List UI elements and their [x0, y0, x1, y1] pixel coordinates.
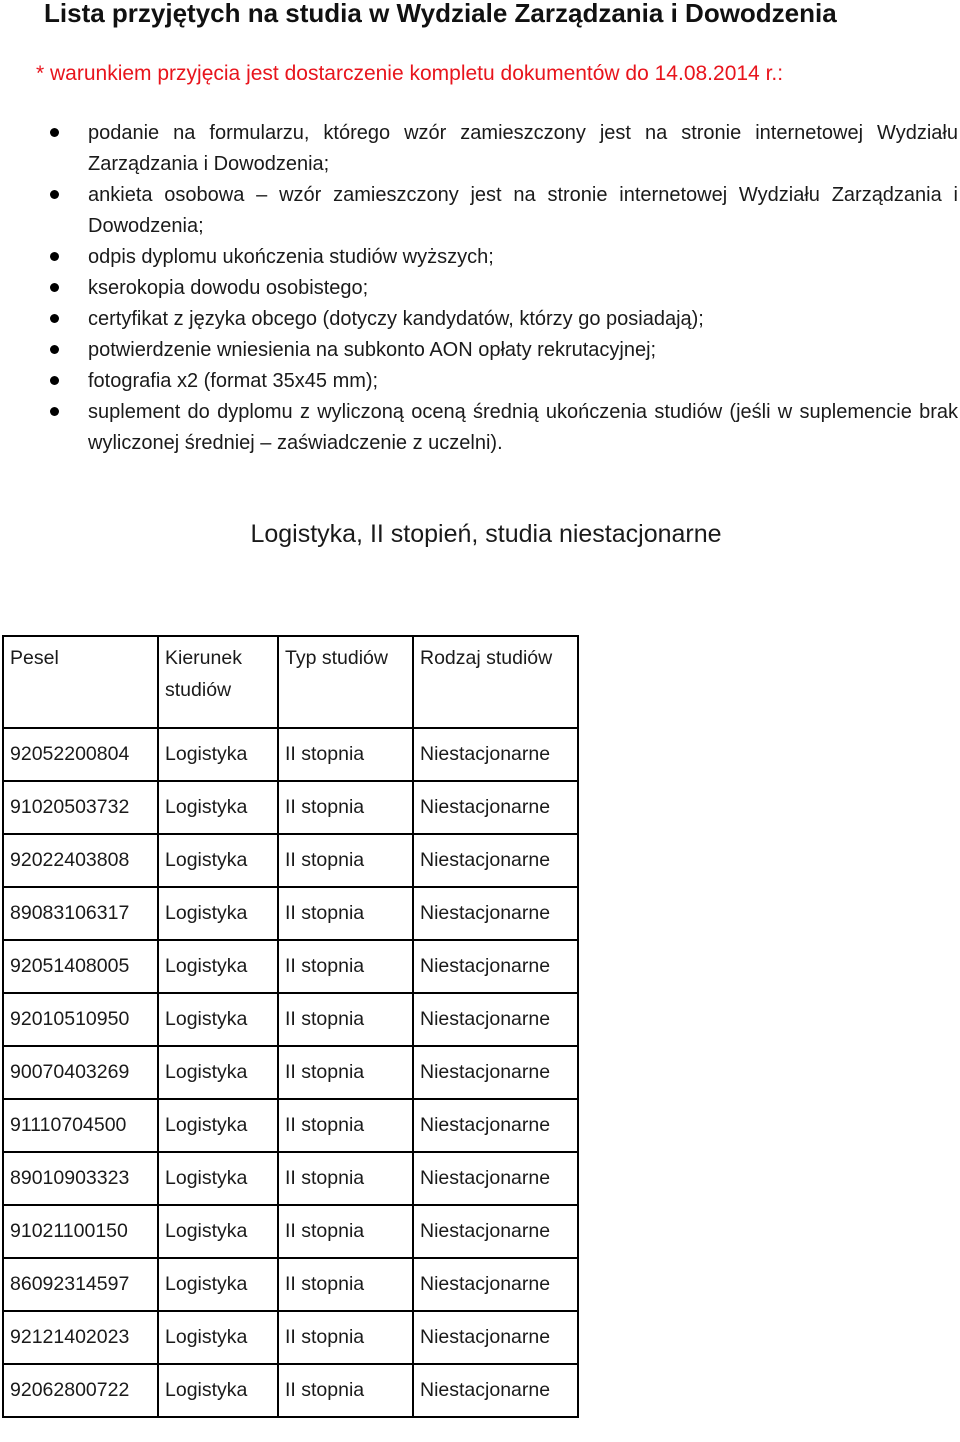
bullet-icon — [50, 128, 59, 137]
cell-study-type: II stopnia — [278, 1046, 413, 1099]
requirement-text: fotografia x2 (format 35x45 mm); — [88, 370, 379, 392]
table-row — [3, 1205, 578, 1258]
cell-field-of-study: Logistyka — [158, 1099, 278, 1152]
cell-field-of-study: Logistyka — [158, 1311, 278, 1364]
cell-study-mode: Niestacjonarne — [413, 834, 578, 887]
cell-field-of-study: Logistyka — [158, 993, 278, 1046]
cell-pesel: 89083106317 — [3, 887, 158, 940]
cell-field-of-study: Logistyka — [158, 887, 278, 940]
cell-study-type: II stopnia — [278, 887, 413, 940]
requirement-item — [0, 304, 960, 335]
requirement-text: ankieta osobowa – wzór zamieszczony jest na stronie internetowej Wydziału Zarządzania i Dowodzenia; — [88, 184, 958, 237]
header-field-of-study-label: Kierunek studiów — [165, 647, 242, 701]
cell-field-of-study: Logistyka — [158, 1364, 278, 1417]
bullet-icon — [50, 407, 59, 416]
requirement-text: kserokopia dowodu osobistego; — [88, 277, 369, 299]
table-row — [3, 1099, 578, 1152]
table-row — [3, 1046, 578, 1099]
requirement-text: odpis dyplomu ukończenia studiów wyższych; — [88, 246, 494, 268]
cell-field-of-study: Logistyka — [158, 1258, 278, 1311]
cell-study-mode: Niestacjonarne — [413, 1099, 578, 1152]
requirement-item — [0, 397, 960, 459]
cell-study-type: II stopnia — [278, 1311, 413, 1364]
table-row — [3, 781, 578, 834]
header-study-type: Typ studiów — [278, 636, 413, 728]
bullet-icon — [50, 376, 59, 385]
cell-study-mode: Niestacjonarne — [413, 1046, 578, 1099]
requirement-item — [0, 335, 960, 366]
requirement-text: certyfikat z języka obcego (dotyczy kandydatów, którzy go posiadają); — [88, 308, 704, 330]
cell-study-mode: Niestacjonarne — [413, 887, 578, 940]
cell-study-type: II stopnia — [278, 1099, 413, 1152]
requirement-text: podanie na formularzu, którego wzór zamieszczony jest na stronie internetowej Wydziału Zarządzania i Dowodzenia; — [88, 122, 958, 175]
table-row — [3, 887, 578, 940]
requirement-item — [0, 242, 960, 273]
cell-pesel: 92052200804 — [3, 728, 158, 781]
cell-study-mode: Niestacjonarne — [413, 940, 578, 993]
cell-study-mode: Niestacjonarne — [413, 1364, 578, 1417]
cell-study-type: II stopnia — [278, 1205, 413, 1258]
cell-study-type: II stopnia — [278, 1152, 413, 1205]
cell-study-mode: Niestacjonarne — [413, 781, 578, 834]
header-study-mode: Rodzaj studiów — [413, 636, 578, 728]
cell-study-type: II stopnia — [278, 728, 413, 781]
cell-pesel: 90070403269 — [3, 1046, 158, 1099]
bullet-icon — [50, 283, 59, 292]
table-body — [3, 728, 578, 1417]
table-row — [3, 1152, 578, 1205]
header-field-of-study — [158, 636, 278, 728]
cell-study-type: II stopnia — [278, 1258, 413, 1311]
deadline-notice: * warunkiem przyjęcia jest dostarczenie kompletu dokumentów do 14.08.2014 r.: — [36, 62, 784, 85]
cell-field-of-study: Logistyka — [158, 834, 278, 887]
cell-pesel: 86092314597 — [3, 1258, 158, 1311]
cell-study-type: II stopnia — [278, 993, 413, 1046]
requirement-item — [0, 118, 960, 180]
requirement-text: suplement do dyplomu z wyliczoną oceną średnią ukończenia studiów (jeśli w suplemencie brak wyliczonej średniej – zaświadczenie z uczelni). — [88, 401, 958, 454]
requirement-item — [0, 366, 960, 397]
cell-field-of-study: Logistyka — [158, 1046, 278, 1099]
cell-field-of-study: Logistyka — [158, 728, 278, 781]
cell-field-of-study: Logistyka — [158, 781, 278, 834]
cell-study-type: II stopnia — [278, 1364, 413, 1417]
requirements-list — [0, 118, 960, 459]
bullet-icon — [50, 345, 59, 354]
cell-field-of-study: Logistyka — [158, 1152, 278, 1205]
cell-pesel: 92022403808 — [3, 834, 158, 887]
cell-pesel: 92062800722 — [3, 1364, 158, 1417]
cell-study-type: II stopnia — [278, 940, 413, 993]
table-row — [3, 993, 578, 1046]
cell-pesel: 89010903323 — [3, 1152, 158, 1205]
requirement-item — [0, 273, 960, 304]
bullet-icon — [50, 190, 59, 199]
table-row — [3, 728, 578, 781]
page-title: Lista przyjętych na studia w Wydziale Zarządzania i Dowodzenia — [44, 0, 837, 28]
table-row — [3, 834, 578, 887]
cell-study-mode: Niestacjonarne — [413, 1258, 578, 1311]
cell-study-type: II stopnia — [278, 781, 413, 834]
cell-study-mode: Niestacjonarne — [413, 993, 578, 1046]
admissions-table — [2, 635, 579, 1418]
bullet-icon — [50, 314, 59, 323]
section-heading: Logistyka, II stopień, studia niestacjonarne — [250, 520, 722, 548]
cell-pesel: 92121402023 — [3, 1311, 158, 1364]
bullet-icon — [50, 252, 59, 261]
cell-study-type: II stopnia — [278, 834, 413, 887]
cell-field-of-study: Logistyka — [158, 940, 278, 993]
requirement-item — [0, 180, 960, 242]
cell-field-of-study: Logistyka — [158, 1205, 278, 1258]
cell-pesel: 92010510950 — [3, 993, 158, 1046]
cell-study-mode: Niestacjonarne — [413, 1311, 578, 1364]
cell-study-mode: Niestacjonarne — [413, 1205, 578, 1258]
cell-study-mode: Niestacjonarne — [413, 728, 578, 781]
cell-pesel: 91021100150 — [3, 1205, 158, 1258]
table-row — [3, 1311, 578, 1364]
cell-pesel: 91110704500 — [3, 1099, 158, 1152]
requirement-text: potwierdzenie wniesienia na subkonto AON opłaty rekrutacyjnej; — [88, 339, 657, 361]
table-row — [3, 940, 578, 993]
cell-pesel: 92051408005 — [3, 940, 158, 993]
table-row — [3, 1258, 578, 1311]
header-pesel: Pesel — [3, 636, 158, 728]
cell-pesel: 91020503732 — [3, 781, 158, 834]
table-row — [3, 1364, 578, 1417]
table-header-row — [3, 636, 578, 728]
cell-study-mode: Niestacjonarne — [413, 1152, 578, 1205]
